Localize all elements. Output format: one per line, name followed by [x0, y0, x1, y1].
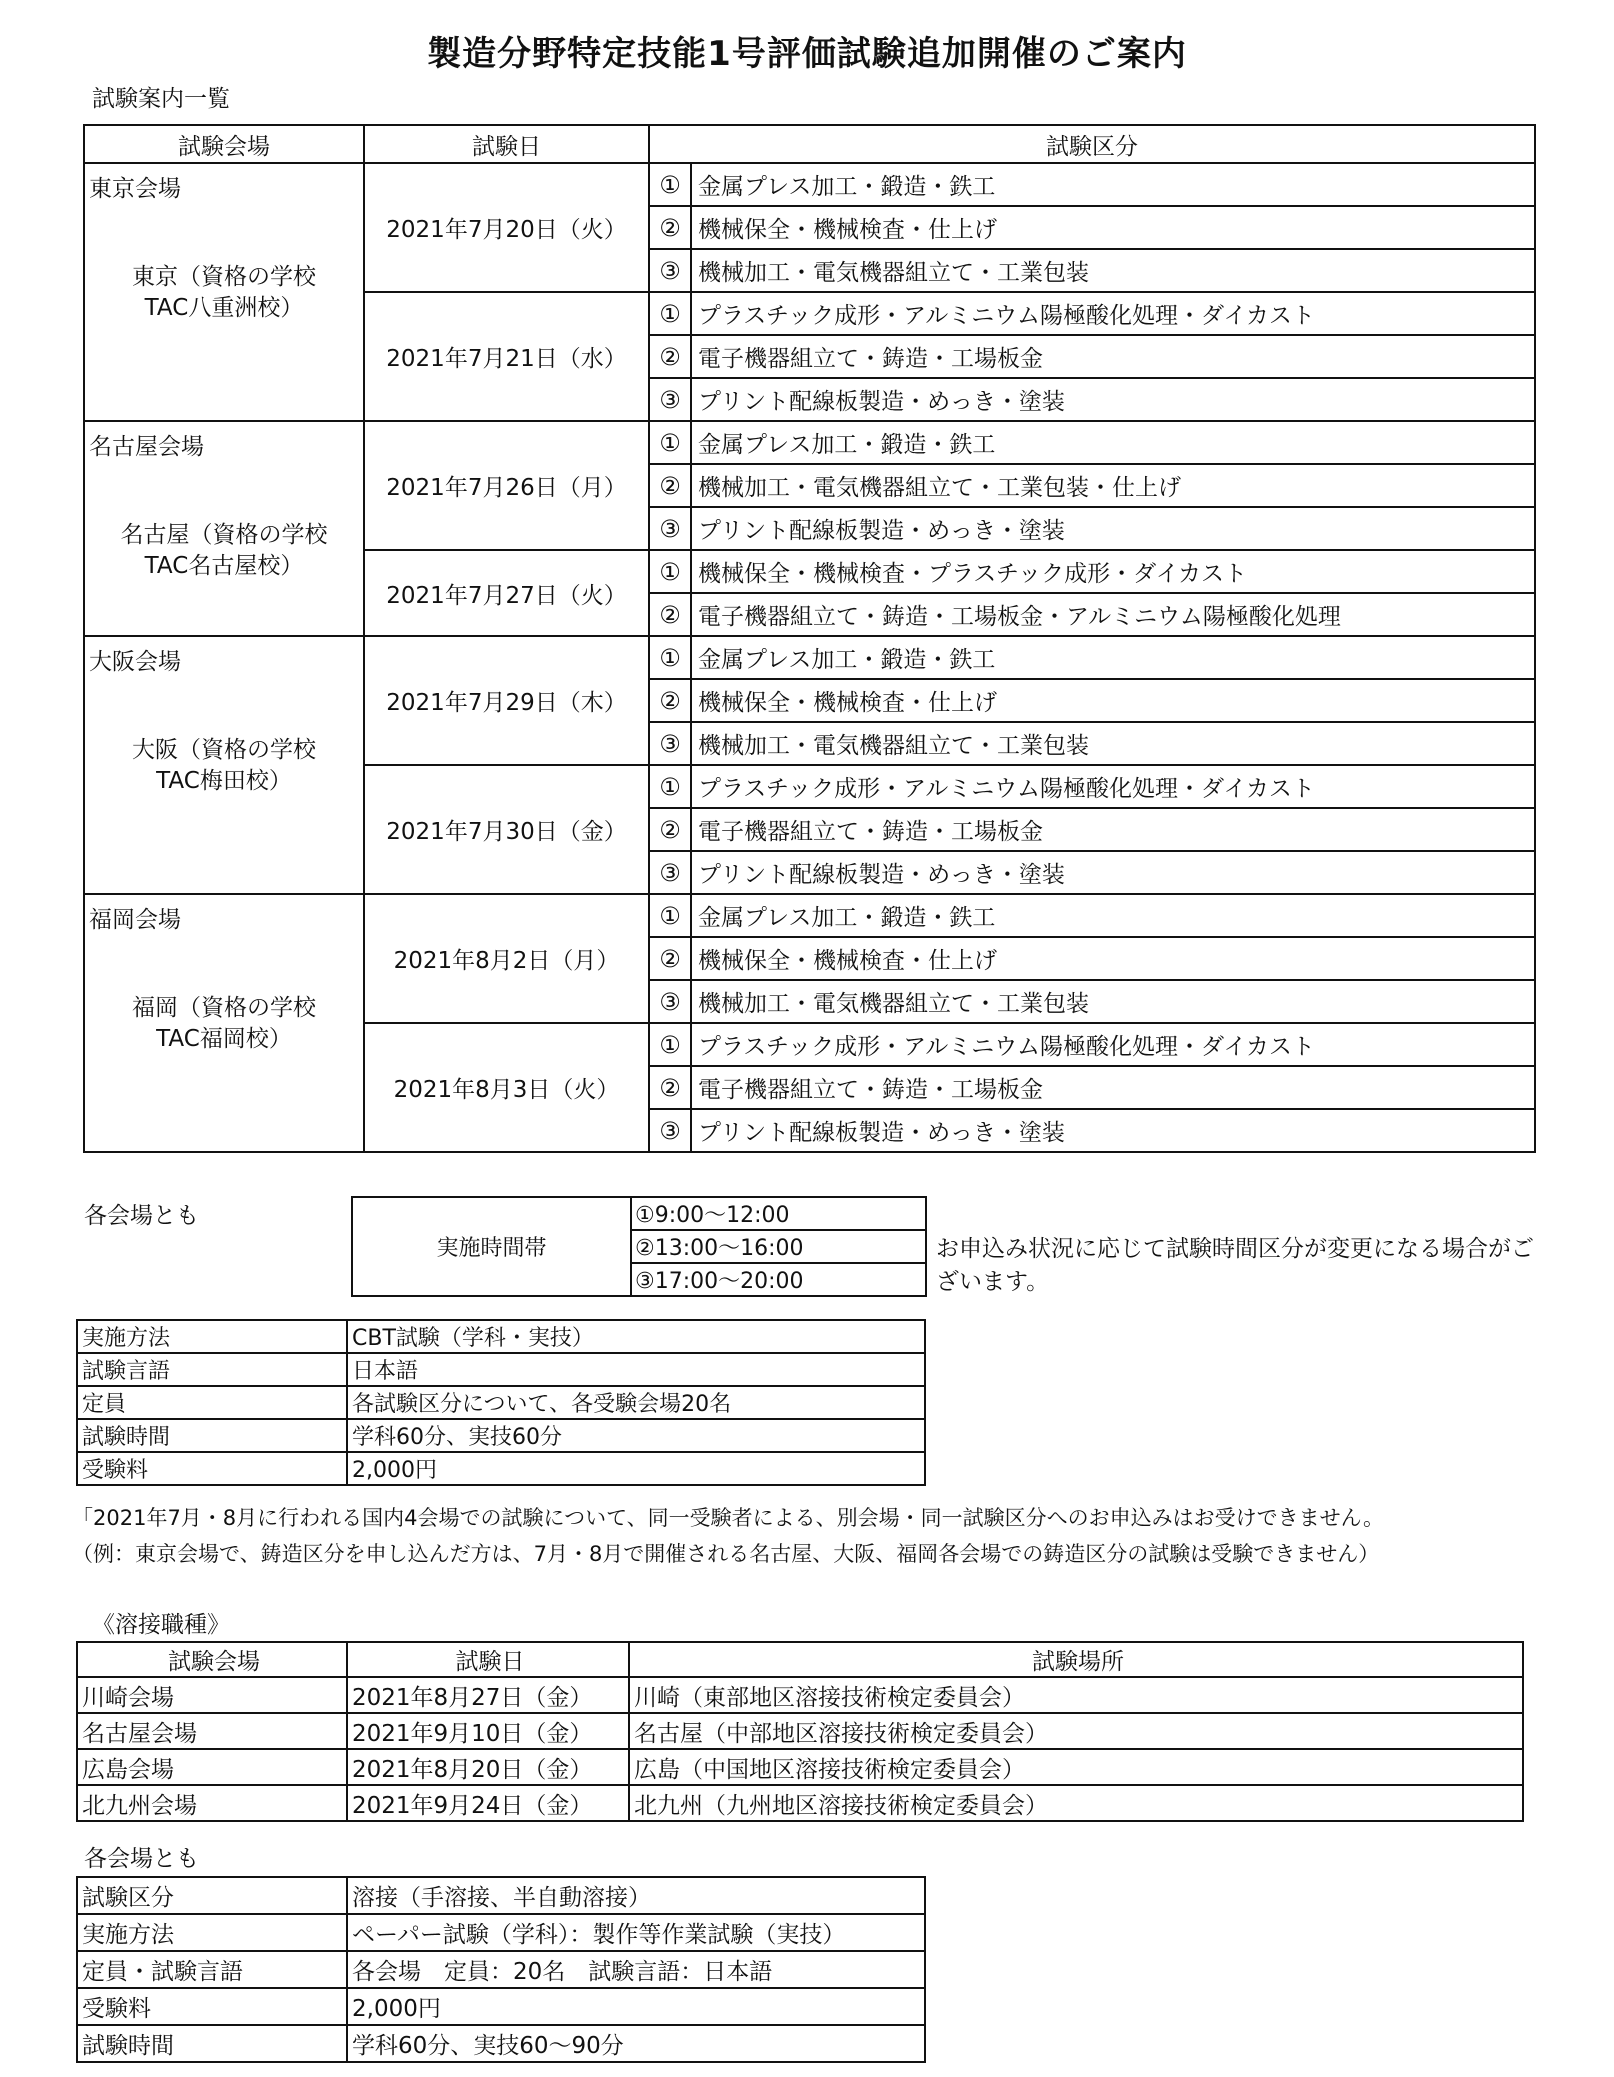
welding-date: 2021年9月24日（金）: [347, 1785, 629, 1821]
note-line-2: （例：東京会場で、鋳造区分を申し込んだ方は、7月・8月で開催される名古屋、大阪、福岡各会場での鋳造区分の試験は受験できません）: [72, 1542, 1380, 1566]
category-text: 機械保全・機械検査・仕上げ: [691, 679, 1535, 722]
table-row: [77, 1785, 1523, 1821]
category-text: 機械保全・機械検査・仕上げ: [691, 206, 1535, 249]
note-line-1: 「2021年7月・8月に行われる国内4会場での試験について、同一受験者による、別会場・同一試験区分へのお申込みはお受けできません。: [72, 1506, 1384, 1530]
header-date: 試験日: [364, 125, 649, 163]
category-text: 金属プレス加工・鍛造・鉄工: [691, 163, 1535, 206]
venue-name: 福岡会場: [89, 907, 181, 933]
category-text: 機械保全・機械検査・仕上げ: [691, 937, 1535, 980]
category-text: 機械加工・電気機器組立て・工業包装: [691, 249, 1535, 292]
category-number: ③: [649, 249, 691, 292]
notes: [72, 1500, 1384, 1572]
venue-location: [85, 520, 363, 582]
welding-place: 川崎（東部地区溶接技術検定委員会）: [629, 1677, 1523, 1713]
category-number: ①: [649, 421, 691, 464]
exam-date: 2021年7月27日（火）: [364, 550, 649, 636]
category-text: 金属プレス加工・鍛造・鉄工: [691, 421, 1535, 464]
category-text: プラスチック成形・アルミニウム陽極酸化処理・ダイカスト: [691, 765, 1535, 808]
exam-spec-table: [76, 1319, 926, 1486]
table-row: [84, 163, 1535, 206]
spec-value: 各会場 定員：20名 試験言語：日本語: [347, 1951, 925, 1988]
category-number: ③: [649, 851, 691, 894]
venue-location: [85, 262, 363, 324]
welding-label: 《溶接職種》: [92, 1612, 230, 1638]
welding-date: 2021年8月20日（金）: [347, 1749, 629, 1785]
table-row: [77, 2025, 925, 2062]
spec-value: 日本語: [347, 1353, 925, 1386]
header-date: 試験日: [347, 1642, 629, 1677]
category-number: ②: [649, 335, 691, 378]
welding-common-label: 各会場とも: [84, 1846, 199, 1872]
welding-date: 2021年8月27日（金）: [347, 1677, 629, 1713]
time-slot: ①9:00～12:00: [631, 1197, 926, 1230]
category-text: プリント配線板製造・めっき・塗装: [691, 378, 1535, 421]
welding-venue: 川崎会場: [77, 1677, 347, 1713]
category-number: ①: [649, 636, 691, 679]
category-number: ③: [649, 980, 691, 1023]
common-label: 各会場とも: [84, 1203, 199, 1229]
exam-schedule-table: [83, 124, 1536, 1153]
welding-venue: 広島会場: [77, 1749, 347, 1785]
spec-key: 試験言語: [77, 1353, 347, 1386]
table-row: [77, 1353, 925, 1386]
category-text: 電子機器組立て・鋳造・工場板金: [691, 1066, 1535, 1109]
welding-place: 広島（中国地区溶接技術検定委員会）: [629, 1749, 1523, 1785]
spec-key: 定員・試験言語: [77, 1951, 347, 1988]
exam-date: 2021年7月30日（金）: [364, 765, 649, 894]
table-row: [77, 1452, 925, 1485]
category-text: プリント配線板製造・めっき・塗装: [691, 507, 1535, 550]
header-venue: 試験会場: [84, 125, 364, 163]
table-row: [77, 1951, 925, 1988]
table-row: [84, 421, 1535, 464]
spec-value: 学科60分、実技60～90分: [347, 2025, 925, 2062]
exam-date: 2021年7月29日（木）: [364, 636, 649, 765]
welding-table: [76, 1641, 1524, 1822]
spec-key: 実施方法: [77, 1320, 347, 1353]
category-text: プリント配線板製造・めっき・塗装: [691, 851, 1535, 894]
venue-location-line: TAC福岡校）: [156, 1026, 292, 1052]
time-slot: ③17:00～20:00: [631, 1263, 926, 1296]
category-text: 機械加工・電気機器組立て・工業包装: [691, 722, 1535, 765]
category-number: ①: [649, 292, 691, 335]
category-text: プラスチック成形・アルミニウム陽極酸化処理・ダイカスト: [691, 1023, 1535, 1066]
venue-location-line: TAC八重洲校）: [144, 295, 304, 321]
table-row: [77, 1677, 1523, 1713]
welding-spec-table: [76, 1876, 926, 2063]
welding-place: 名古屋（中部地区溶接技術検定委員会）: [629, 1713, 1523, 1749]
spec-key: 受験料: [77, 1452, 347, 1485]
spec-key: 試験時間: [77, 1419, 347, 1452]
venue-cell: [84, 894, 364, 1152]
venue-cell: [84, 636, 364, 894]
time-slot-table: [351, 1196, 927, 1297]
page-title: 製造分野特定技能1号評価試験追加開催のご案内: [427, 34, 1187, 74]
category-text: 電子機器組立て・鋳造・工場板金: [691, 808, 1535, 851]
category-text: 電子機器組立て・鋳造・工場板金・アルミニウム陽極酸化処理: [691, 593, 1535, 636]
table-row: [77, 1320, 925, 1353]
exam-date: 2021年7月21日（水）: [364, 292, 649, 421]
category-number: ①: [649, 1023, 691, 1066]
category-number: ②: [649, 679, 691, 722]
category-text: 機械加工・電気機器組立て・工業包装: [691, 980, 1535, 1023]
welding-date: 2021年9月10日（金）: [347, 1713, 629, 1749]
category-text: 機械保全・機械検査・プラスチック成形・ダイカスト: [691, 550, 1535, 593]
exam-date: 2021年7月20日（火）: [364, 163, 649, 292]
venue-name: 名古屋会場: [89, 434, 204, 460]
table-row: [84, 636, 1535, 679]
category-number: ①: [649, 894, 691, 937]
table-row: [77, 1877, 925, 1914]
category-number: ②: [649, 937, 691, 980]
venue-location-line: TAC名古屋校）: [144, 553, 304, 579]
category-number: ②: [649, 593, 691, 636]
venue-cell: [84, 421, 364, 636]
table-row: [77, 1914, 925, 1951]
venue-location-line: 大阪（資格の学校: [132, 737, 316, 763]
header-category: 試験区分: [649, 125, 1535, 163]
header-venue: 試験会場: [77, 1642, 347, 1677]
table-row: [77, 1386, 925, 1419]
category-number: ②: [649, 1066, 691, 1109]
spec-value: ペーパー試験（学科）：製作等作業試験（実技）: [347, 1914, 925, 1951]
category-text: 金属プレス加工・鍛造・鉄工: [691, 636, 1535, 679]
table-row: [77, 1419, 925, 1452]
section-label: 試験案内一覧: [92, 86, 230, 112]
table-header-row: [77, 1642, 1523, 1677]
category-number: ①: [649, 765, 691, 808]
venue-cell: [84, 163, 364, 421]
category-number: ②: [649, 808, 691, 851]
venue-location-line: TAC梅田校）: [156, 768, 292, 794]
venue-location-line: 福岡（資格の学校: [132, 995, 316, 1021]
exam-date: 2021年8月2日（月）: [364, 894, 649, 1023]
table-row: [77, 1749, 1523, 1785]
spec-key: 試験時間: [77, 2025, 347, 2062]
table-header-row: [84, 125, 1535, 163]
welding-venue: 北九州会場: [77, 1785, 347, 1821]
category-number: ③: [649, 722, 691, 765]
venue-name: 大阪会場: [89, 649, 181, 675]
category-number: ③: [649, 507, 691, 550]
spec-key: 試験区分: [77, 1877, 347, 1914]
category-number: ①: [649, 550, 691, 593]
category-number: ②: [649, 206, 691, 249]
category-number: ①: [649, 163, 691, 206]
time-note: お申込み状況に応じて試験時間区分が変更になる場合がございます。: [936, 1236, 1534, 1295]
exam-date: 2021年7月26日（月）: [364, 421, 649, 550]
category-number: ②: [649, 464, 691, 507]
category-number: ③: [649, 378, 691, 421]
spec-value: 溶接（手溶接、半自動溶接）: [347, 1877, 925, 1914]
welding-venue: 名古屋会場: [77, 1713, 347, 1749]
spec-value: 各試験区分について、各受験会場20名: [347, 1386, 925, 1419]
category-number: ③: [649, 1109, 691, 1152]
venue-location-line: 名古屋（資格の学校: [120, 522, 328, 548]
spec-key: 定員: [77, 1386, 347, 1419]
spec-key: 実施方法: [77, 1914, 347, 1951]
spec-value: 2,000円: [347, 1452, 925, 1485]
spec-value: 2,000円: [347, 1988, 925, 2025]
venue-name: 東京会場: [89, 176, 181, 202]
venue-location: [85, 993, 363, 1055]
spec-key: 受験料: [77, 1988, 347, 2025]
category-text: プリント配線板製造・めっき・塗装: [691, 1109, 1535, 1152]
header-place: 試験場所: [629, 1642, 1523, 1677]
welding-place: 北九州（九州地区溶接技術検定委員会）: [629, 1785, 1523, 1821]
table-row: [77, 1988, 925, 2025]
category-text: 金属プレス加工・鍛造・鉄工: [691, 894, 1535, 937]
venue-location: [85, 735, 363, 797]
category-text: 機械加工・電気機器組立て・工業包装・仕上げ: [691, 464, 1535, 507]
spec-value: 学科60分、実技60分: [347, 1419, 925, 1452]
category-text: プラスチック成形・アルミニウム陽極酸化処理・ダイカスト: [691, 292, 1535, 335]
venue-location-line: 東京（資格の学校: [132, 264, 316, 290]
exam-date: 2021年8月3日（火）: [364, 1023, 649, 1152]
table-row: [84, 894, 1535, 937]
table-row: [352, 1197, 926, 1230]
time-slot: ②13:00～16:00: [631, 1230, 926, 1263]
spec-value: CBT試験（学科・実技）: [347, 1320, 925, 1353]
category-text: 電子機器組立て・鋳造・工場板金: [691, 335, 1535, 378]
time-slot-label: 実施時間帯: [352, 1197, 631, 1296]
table-row: [77, 1713, 1523, 1749]
